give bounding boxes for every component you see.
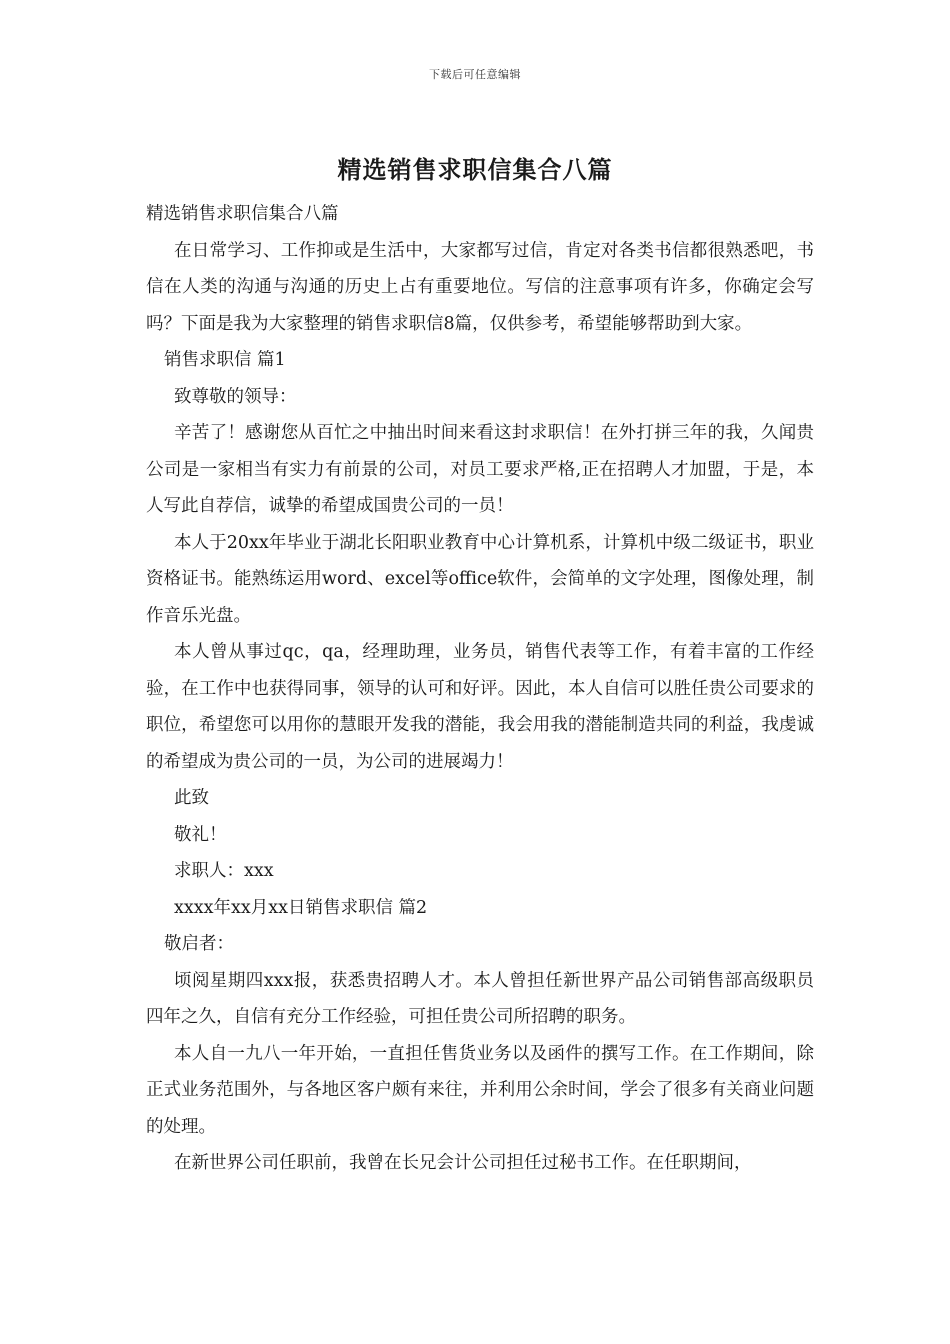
letter2-paragraph-2: 本人自一九八一年开始，一直担任售货业务以及函件的撰写工作。在工作期间，除正式业务范围外，与各地区客户颇有来往，并利用公余时间，学会了很多有关商业问题的处理。 [146,1043,814,1137]
closing-line-1: 此致 [174,788,209,808]
salutation-1: 致尊敬的领导： [174,386,297,407]
subtitle-line: 精选销售求职信集合八篇 [146,204,339,224]
intro-paragraph: 在日常学习、工作抑或是生活中，大家都写过信，肯定对各类书信都很熟悉吧，书信在人类的沟通与沟通的历史上占有重要地位。写信的注意事项有许多，你确定会写吗？下面是我为大家整理的销售求职信8篇，仅供参考，希望能够帮助到大家。 [146,240,814,334]
letter1-paragraph-2: 本人于20xx年毕业于湖北长阳职业教育中心计算机系，计算机中级二级证书，职业资格证书。能熟练运用word、excel等office软件，会简单的文字处理，图像处理，制作音乐光盘。 [146,532,814,626]
document-title: 精选销售求职信集合八篇 [337,155,613,184]
salutation-2: 敬启者： [164,934,234,954]
closing-line-2: 敬礼！ [174,824,227,845]
letter1-paragraph-1: 辛苦了！感谢您从百忙之中抽出时间来看这封求职信！在外打拼三年的我，久闻贵公司是一家相当有实力有前景的公司，对员工要求严格,正在招聘人才加盟，于是，本人写此自荐信，诚挚的希望成国贵公司的一员！ [146,423,814,516]
signature-line: 求职人：xxx [174,861,274,881]
date-and-section-heading-2: xxxx年xx月xx日销售求职信 篇2 [174,897,428,918]
letter2-paragraph-1: 顷阅星期四xxx报，获悉贵招聘人才。本人曾担任新世界产品公司销售部高级职员四年之久，自信有充分工作经验，可担任贵公司所招聘的职务。 [146,970,814,1027]
header-note: 下载后可任意编辑 [429,68,521,81]
letter2-paragraph-3: 在新世界公司任职前，我曾在长兄会计公司担任过秘书工作。在任职期间， [174,1153,752,1173]
letter1-paragraph-3: 本人曾从事过qc，qa，经理助理，业务员，销售代表等工作，有着丰富的工作经验，在工作中也获得同事，领导的认可和好评。因此，本人自信可以胜任贵公司要求的职位，希望您可以用你的慧眼开发我的潜能，我会用我的潜能制造共同的利益，我虔诚的希望成为贵公司的一员，为公司的进展竭力！ [146,642,814,772]
document-body [146,196,814,1182]
section-heading-1: 销售求职信 篇1 [164,350,286,370]
